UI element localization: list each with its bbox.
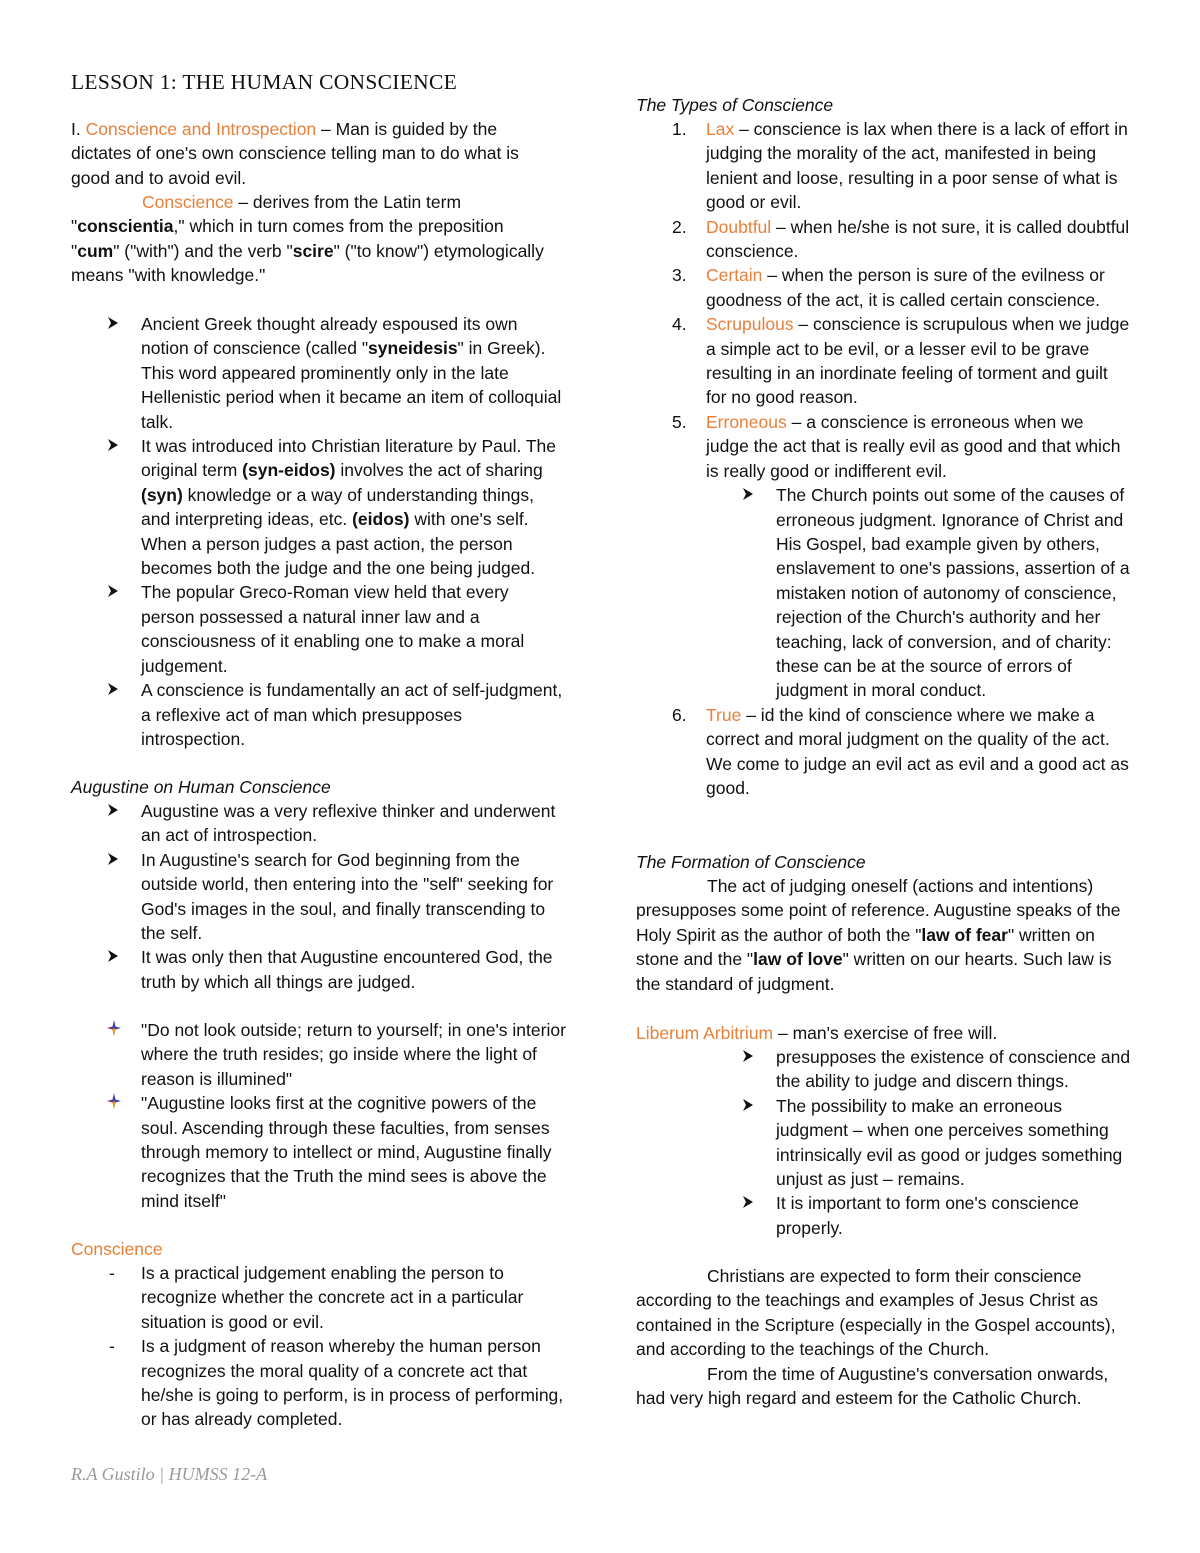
intro-text: – Man is guided by the dictates of one's own conscience telling man to do what is good and to avoid evil. [71,119,519,188]
arrow-bullet-icon [107,434,119,458]
arrow-bullet-icon [107,848,119,872]
list-item [71,945,566,994]
liberum-text: – man's exercise of free will. [773,1023,998,1043]
intro-term: Conscience and Introspection [85,119,317,139]
augustine-heading: Augustine on Human Conscience [71,777,331,797]
four-point-star-icon [107,1091,121,1115]
bullet-text: Augustine was a very reflexive thinker and underwent an act of introspection. [141,801,556,846]
augustine-quotes [71,1018,566,1213]
item-number: 5. [672,411,687,432]
type-text: – when the person is sure of the evilness or goodness of the act, it is called certain conscience. [706,265,1105,310]
arrow-bullet-icon [107,580,119,604]
list-item [636,1045,1131,1094]
list-item [71,312,566,434]
item-text: Is a judgment of reason whereby the human person recognizes the moral quality of a concrete act that he/she is going to perform, is in process of performing, or has already completed. [141,1336,564,1430]
intro-paragraph [71,117,551,190]
bullet-text: A conscience is fundamentally an act of self-judgment, a reflexive act of man which presupposes introspection. [141,680,563,749]
latin-term: conscientia [77,216,174,237]
item-number: 3. [672,265,687,286]
bold-term: (syn-eidos) [242,460,336,481]
list-item [636,1094,1131,1192]
definition-term: Conscience [142,192,234,212]
page-footer: R.A Gustilo | HUMSS 12-A [71,1464,268,1484]
bullet-text: Ancient Greek thought already espoused its own notion of conscience (called " [141,314,518,359]
arrow-bullet-icon [107,312,119,336]
bullet-text: The popular Greco-Roman view held that every person possessed a natural inner law and a consciousness of it enabling one to make a moral judgement. [141,582,525,676]
type-term: Scrupulous [706,314,794,335]
bold-term: (eidos) [352,509,410,530]
arrow-bullet-icon [742,483,754,507]
augustine-bullets [71,799,566,994]
item-number: 1. [672,119,687,139]
dash-bullet: - [109,1263,115,1283]
liberum-paragraph [636,1021,1131,1045]
arrow-bullet-icon [107,945,119,969]
formation-text: The act of judging oneself (actions and intentions) presupposes some point of reference. Augustine speaks of the Holy Spirit as the author of both the " [636,876,1121,945]
bullet-text: " in Greek). This word appeared prominently only in the late Hellenistic period when it became an item of colloquial talk. [141,338,562,432]
arrow-bullet-icon [742,1045,754,1069]
formation-heading: The Formation of Conscience [636,852,866,872]
type-term: Doubtful [706,216,772,237]
four-point-star-icon [107,1018,121,1042]
type-text: – a conscience is erroneous when we judge the act that is really evil as good and that which is really good or indifferent evil. [706,411,1121,481]
erroneous-note-list [706,483,1131,703]
closing-paragraph: From the time of Augustine's conversation onwards, had very high regard and esteem for the Catholic Church. [636,1363,1109,1409]
bold-term: law of fear [921,924,1008,945]
list-item [71,1091,566,1213]
type-term: Lax [706,119,735,139]
list-item [71,1261,566,1334]
type-text: – conscience is scrupulous when we judge a simple act to be evil, or a lesser evil to be grave resulting in an inordinate feeling of torment and guilt for no good reason. [706,314,1130,408]
formation-text: " written on stone and the " [636,924,1095,970]
bullet-text: The possibility to make an erroneous judgment – when one perceives something intrinsically evil as good or judges something unjust as just – remains. [776,1095,1123,1190]
item-number: 2. [672,216,687,237]
bullet-text: It is important to form one's conscience properly. [776,1193,1079,1238]
bullet-text: It was only then that Augustine encountered God, the truth by which all things are judged. [141,947,553,992]
definition-text: – derives from the Latin term " [71,192,462,237]
section-number: I. [71,119,86,139]
conscience-heading: Conscience [71,1239,163,1259]
type-term: True [706,704,742,725]
bullet-text: involves the act of sharing [335,460,543,481]
list-item [636,117,1131,215]
list-item [71,1334,566,1432]
type-text: – when he/she is not sure, it is called doubtful conscience. [706,216,1130,262]
conscience-items [71,1261,566,1432]
bullet-text: It was introduced into Christian literature by Paul. The original term [141,436,557,481]
list-item [71,848,566,946]
arrow-bullet-icon [742,1191,754,1215]
list-item [71,1018,566,1091]
bullet-text: In Augustine's search for God beginning from the outside world, then entering into the "self" seeking for God's images in the soul, and finally transcending to the self. [141,849,554,944]
definition-text: " ("to know") etymologically means "with knowledge." [71,240,544,286]
type-term: Certain [706,265,763,286]
formation-paragraph [636,874,1131,996]
dash-bullet: - [109,1336,115,1357]
list-item [71,434,566,580]
type-term: Erroneous [706,411,787,432]
type-text: – conscience is lax when there is a lack of effort in judging the morality of the act, manifested in being lenient and loose, resulting in a poor sense of what is good or evil. [706,119,1128,213]
bullet-text: with one's self. When a person judges a past action, the person becomes both the judge and the one being judged. [141,509,536,579]
list-item [636,215,1131,264]
definition-text: ," which in turn comes from the preposition " [71,216,504,261]
list-item [636,312,1131,410]
item-number: 6. [672,704,687,725]
bullet-text: presupposes the existence of conscience and the ability to judge and discern things. [776,1047,1131,1092]
list-item [71,799,566,848]
page-title: LESSON 1: THE HUMAN CONSCIENCE [71,70,458,94]
list-item [636,703,1131,801]
bold-term: (syn) [141,484,183,505]
arrow-bullet-icon [107,678,119,702]
verb-term: scire [292,240,334,261]
bold-term: law of love [753,949,843,970]
list-item [636,1191,1131,1240]
list-item [71,580,566,678]
preposition-term: cum [77,240,114,261]
types-list [636,117,1131,800]
note-text: The Church points out some of the causes of erroneous judgment. Ignorance of Christ and His Gospel, bad example given by others, enslavement to one's passions, assertion of a mistaken notion of autonomy of conscience, rejection of the Church's authority and her teaching, lack of conversion, and of charity: these can be at the source of errors of judgment in moral conduct. [776,485,1130,701]
bold-term: syneidesis [368,338,458,359]
types-heading: The Types of Conscience [636,95,834,115]
definition-paragraph [71,190,556,288]
item-number: 4. [672,314,687,335]
type-text: – id the kind of conscience where we make a correct and moral judgment on the quality of the act. We come to judge an evil act as evil and a good act as good. [706,704,1129,798]
liberum-bullets [636,1045,1131,1240]
item-text: Is a practical judgement enabling the person to recognize whether the concrete act in a particular situation is good or evil. [141,1263,524,1332]
list-item [636,263,1131,312]
quote-text: "Do not look outside; return to yourself; in one's interior where the truth resides; go inside where the light of reason is illumined" [141,1020,566,1089]
closing-paragraphs [636,1264,1131,1410]
liberum-term: Liberum Arbitrium [636,1023,774,1043]
greek-bullets [71,312,566,751]
bullet-text: knowledge or a way of understanding things, and interpreting ideas, etc. [141,484,535,530]
arrow-bullet-icon [742,1094,754,1118]
list-item [636,410,1131,703]
definition-text: " ("with") and the verb " [113,240,293,261]
quote-text: "Augustine looks first at the cognitive powers of the soul. Ascending through these faculties, from senses through memory to intellect or mind, Augustine finally recognizes that the Truth the mind sees is above the mind itself" [141,1093,552,1211]
list-item [71,678,566,751]
arrow-bullet-icon [107,799,119,823]
closing-paragraph: Christians are expected to form their conscience according to the teachings and examples of Jesus Christ as contained in the Scripture (especially in the Gospel accounts), and according to the teachings of the Church. [636,1266,1116,1360]
list-item [706,483,1131,703]
formation-text: " written on our hearts. Such law is the standard of judgment. [636,949,1112,994]
